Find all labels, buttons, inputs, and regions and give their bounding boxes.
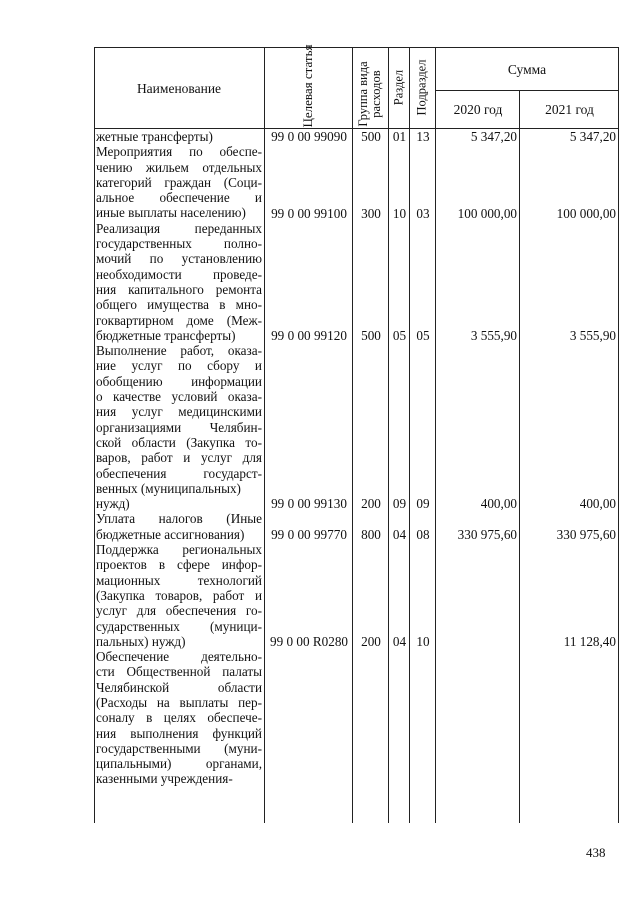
header-name: Наименование: [136, 81, 222, 96]
expense-group-cell: 200: [361, 496, 381, 512]
name-text-line: венных (муниципальных): [96, 480, 241, 496]
sum-2020-cell: 100 000,00: [457, 205, 517, 221]
section-cell: 09: [392, 496, 407, 512]
col-divider-section: [388, 47, 389, 823]
target-article-cell: 99 0 00 99770: [271, 526, 347, 542]
sum-2021-cell: 5 347,20: [569, 129, 616, 144]
name-text-line: ние услуг по сбору и: [96, 358, 262, 374]
name-text-line: ния выполнения функций: [96, 725, 262, 741]
name-text-line: сударственных (муници-: [96, 618, 262, 634]
name-text-line: ния капитального ремонта: [96, 281, 262, 297]
name-text-line: проектов в сфере инфор-: [96, 557, 262, 573]
header-section: Раздел: [391, 69, 406, 106]
name-text-line: мационных технологий: [96, 572, 262, 588]
section-cell: 04: [392, 526, 407, 542]
name-text-line: альное обеспечение и: [96, 190, 262, 206]
table-border-left: [94, 47, 95, 823]
name-text-line: гоквартирном доме (Меж-: [96, 312, 262, 328]
name-text-line: обобщению информации: [96, 373, 262, 389]
target-article-cell: 99 0 00 99090: [271, 129, 347, 144]
subsection-cell: 08: [416, 526, 430, 542]
name-text-line: Уплата налогов (Иные: [96, 511, 262, 527]
header-subsection: Подраздел: [414, 59, 429, 116]
name-text-line: Мероприятия по обеспе-: [96, 144, 262, 160]
name-text-line: услуг для обеспечения го-: [96, 603, 262, 619]
col-divider-sum: [435, 47, 436, 823]
sum-2021-cell: 3 555,90: [569, 327, 616, 343]
name-text-line: сти Общественной палаты: [96, 664, 262, 680]
name-text-line: Реализация переданных: [96, 220, 262, 236]
name-text-line: нужд): [96, 496, 130, 512]
name-text-line: государственных полно-: [96, 236, 262, 252]
sum-2021-cell: 100 000,00: [556, 205, 616, 221]
sum-2020-cell: 330 975,60: [457, 526, 517, 542]
name-text-line: обеспечения государст-: [96, 465, 262, 481]
sum-subheader-line: [435, 90, 619, 91]
name-text-line: ципальными) органами,: [96, 756, 262, 772]
name-text-line: мочий по установлению: [96, 251, 262, 267]
section-cell: 05: [392, 327, 407, 343]
subsection-cell: 09: [416, 496, 430, 512]
header-sum: Сумма: [507, 62, 547, 77]
name-text-line: бюджетные ассигнования): [96, 526, 245, 542]
name-text-line: Обеспечение деятельно-: [96, 649, 262, 665]
target-article-cell: 99 0 00 99130: [271, 496, 347, 512]
name-text-line: ния услуг медицинскими: [96, 404, 262, 420]
name-text-line: варов, работ и услуг для: [96, 450, 262, 466]
page-number: 438: [586, 845, 606, 860]
expense-group-cell: 500: [361, 129, 381, 144]
sum-2021-cell: 330 975,60: [556, 526, 616, 542]
name-text-line: жетные трансферты): [96, 129, 213, 144]
header-expense-group: Группа вида расходов: [356, 61, 383, 127]
name-text-line: необходимости проведе-: [96, 266, 262, 282]
name-text-line: Поддержка региональных: [96, 542, 262, 558]
name-text-line: иные выплаты населению): [96, 205, 246, 221]
name-text-line: ской области (Закупка то-: [96, 434, 262, 450]
name-column: [96, 129, 262, 787]
target-article-cell: 99 0 00 99120: [271, 327, 347, 343]
sum-2020-cell: 5 347,20: [470, 129, 517, 144]
name-text-line: Выполнение работ, оказа-: [96, 343, 262, 359]
name-text-line: общего имущества в мно-: [96, 297, 262, 313]
name-text-line: (Закупка товаров, работ и: [96, 587, 262, 603]
header-target-article: Целевая статья: [300, 44, 315, 128]
table-border-right: [618, 47, 619, 823]
section-cell: 10: [392, 205, 407, 221]
subsection-cell: 10: [416, 633, 430, 649]
name-text-line: бюджетные трансферты): [96, 327, 236, 343]
header-year-2020: 2020 год: [453, 102, 503, 117]
name-text-line: организациями Челябин-: [96, 419, 262, 435]
sum-2020-cell: 400,00: [480, 496, 517, 512]
name-text-line: (Расходы на выплаты пер-: [96, 694, 262, 710]
target-article-cell: 99 0 00 99100: [271, 205, 347, 221]
header-year-2021: 2021 год: [545, 102, 594, 117]
col-divider-subsection: [409, 47, 410, 823]
section-cell: 01: [392, 129, 407, 144]
expense-group-cell: 300: [361, 205, 381, 221]
target-article-cell: 99 0 00 R0280: [269, 633, 349, 649]
section-cell: 04: [392, 633, 407, 649]
expense-group-cell: 500: [361, 327, 381, 343]
sum-2021-cell: 400,00: [579, 496, 616, 512]
sum-2020-cell: 3 555,90: [470, 327, 517, 343]
name-text-line: государственными (муни-: [96, 740, 262, 756]
expense-group-cell: 200: [361, 633, 381, 649]
name-text-line: Челябинской области: [96, 679, 262, 695]
name-text-line: чению жильем отдельных: [96, 159, 262, 175]
name-text-line: пальных) нужд): [96, 633, 186, 649]
col-divider-years: [519, 90, 520, 823]
name-text-line: казенными учреждения-: [96, 771, 233, 787]
subsection-cell: 03: [416, 205, 430, 221]
subsection-cell: 13: [416, 129, 430, 144]
col-divider-group: [352, 47, 353, 823]
name-text-line: соналу в целях обеспече-: [96, 710, 262, 726]
col-divider-code: [264, 47, 265, 823]
name-text-line: категорий граждан (Соци-: [96, 174, 262, 190]
expense-group-cell: 800: [361, 526, 381, 542]
name-text-line: о качестве условий оказа-: [96, 389, 262, 405]
sum-2021-cell: 11 128,40: [563, 633, 616, 649]
subsection-cell: 05: [416, 327, 430, 343]
